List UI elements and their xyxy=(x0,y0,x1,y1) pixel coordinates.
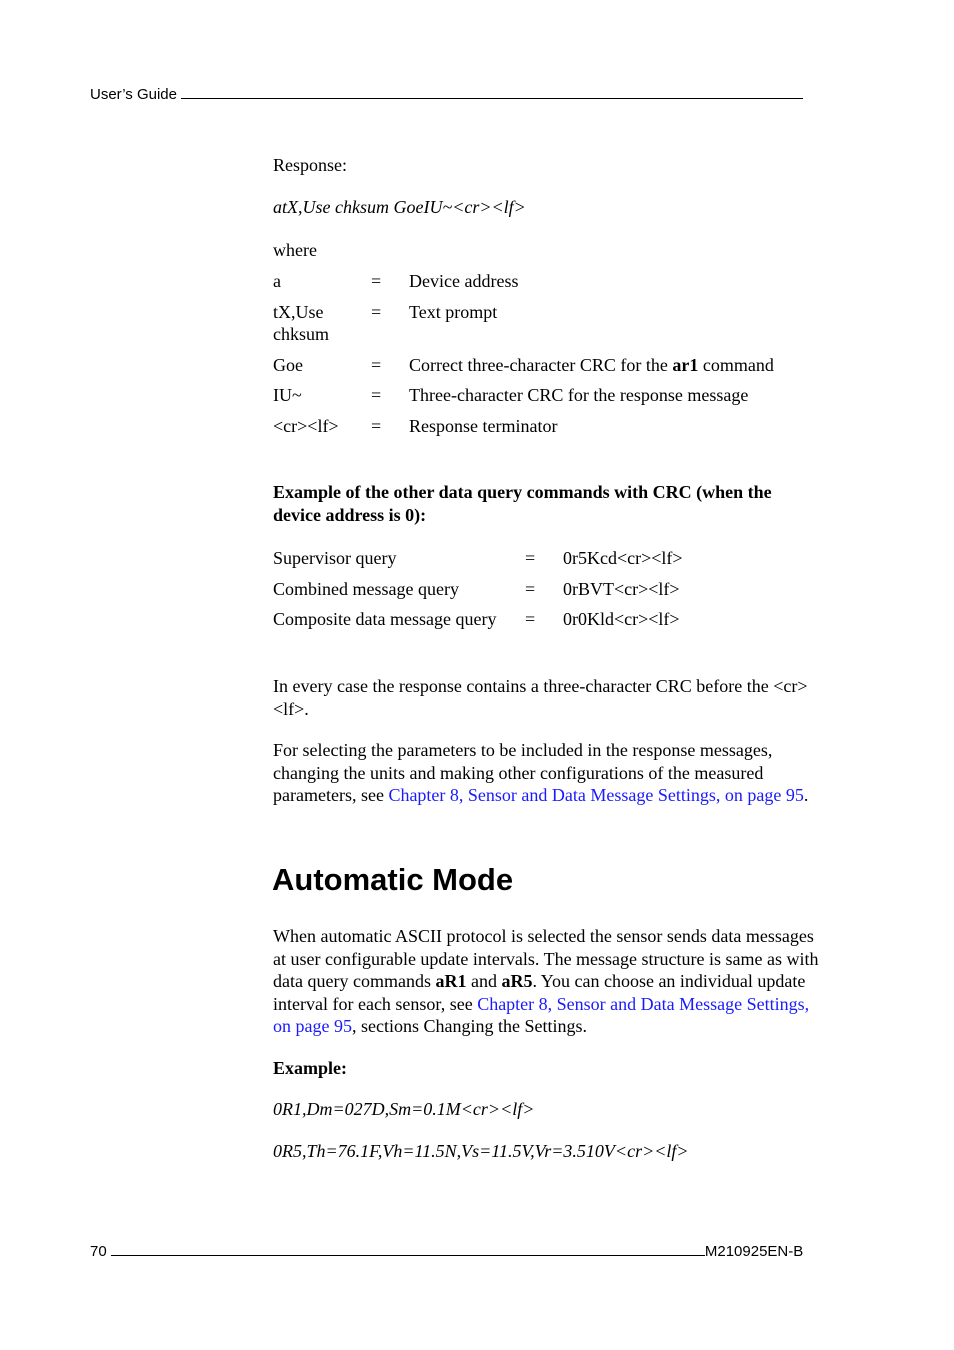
definition-row xyxy=(273,415,774,446)
paragraph-auto-text-2: . You can choose an individual update interval for each sensor, see xyxy=(273,971,806,1014)
definition-equals: = xyxy=(371,385,382,405)
response-example: atX,Use chksum GoeIU~<cr><lf> xyxy=(273,197,526,217)
desc-post: command xyxy=(698,354,774,375)
paragraph-auto-and: and xyxy=(466,971,502,991)
definition-desc xyxy=(409,354,774,385)
footer-page-number: 70 xyxy=(90,1243,107,1260)
query-row xyxy=(273,608,683,639)
paragraph-select-end: . xyxy=(803,785,809,805)
chapter-8-link-2[interactable]: Chapter 8, Sensor and Data Message Settings, on page 95 xyxy=(273,993,810,1036)
paragraph-auto xyxy=(273,925,823,1038)
definition-term: tX,Use chksum xyxy=(273,301,329,344)
definition-term: Goe xyxy=(273,354,303,375)
queries-table xyxy=(273,547,683,639)
definition-equals: = xyxy=(371,354,382,375)
paragraph-auto-text: When automatic ASCII protocol is selected the sensor sends data messages at user configurable update intervals. The message structure is same as with data query commands xyxy=(273,926,819,991)
query-name: Composite data message query xyxy=(273,609,497,629)
paragraph-select xyxy=(273,739,823,807)
desc-pre: Correct three-character CRC for the xyxy=(409,354,673,375)
definition-term: a xyxy=(273,271,281,291)
chapter-8-link[interactable]: Chapter 8, Sensor and Data Message Settings, on page 95 xyxy=(388,785,804,805)
definition-term: IU~ xyxy=(273,385,302,405)
header-text: User’s Guide xyxy=(90,86,177,103)
definition-desc: Three-character CRC for the response message xyxy=(409,385,749,405)
query-value: 0r0Kld<cr><lf> xyxy=(563,609,680,629)
definition-row xyxy=(273,384,774,415)
definition-desc: Response terminator xyxy=(409,415,558,436)
query-equals: = xyxy=(525,548,536,568)
query-equals: = xyxy=(525,609,536,629)
paragraph-crc: In every case the response contains a three-character CRC before the <cr><lf>. xyxy=(273,676,808,719)
definition-desc: Device address xyxy=(409,271,519,291)
definition-desc: Text prompt xyxy=(409,301,498,322)
definitions-table xyxy=(273,270,774,445)
query-equals: = xyxy=(525,578,536,599)
definition-row xyxy=(273,301,774,354)
definition-row xyxy=(273,270,774,301)
paragraph-select-text: For selecting the parameters to be included in the response messages, changing the units and making other configurations of the measured parameters, see xyxy=(273,740,773,805)
definition-equals: = xyxy=(371,271,382,291)
header-rule xyxy=(181,97,803,99)
command-ar1-bold: aR1 xyxy=(435,971,467,991)
example-heading: Example of the other data query commands with CRC (when the device address is 0): xyxy=(273,482,772,525)
response-label: Response: xyxy=(273,155,347,175)
definition-equals: = xyxy=(371,415,382,436)
footer-doc-code: M210925EN-B xyxy=(704,1243,804,1260)
example-label: Example: xyxy=(273,1058,347,1078)
section-title: Automatic Mode xyxy=(272,862,514,897)
example-line-1: 0R1,Dm=027D,Sm=0.1M<cr><lf> xyxy=(273,1099,535,1119)
query-name: Combined message query xyxy=(273,578,459,599)
query-row xyxy=(273,578,683,609)
definition-term: <cr><lf> xyxy=(273,415,339,436)
paragraph-auto-end: , sections Changing the Settings. xyxy=(351,1016,587,1036)
query-value: 0rBVT<cr><lf> xyxy=(563,578,680,599)
where-label: where xyxy=(273,240,317,260)
page-footer xyxy=(90,1243,803,1260)
example-line-2: 0R5,Th=76.1F,Vh=11.5N,Vs=11.5V,Vr=3.510V<cr><lf> xyxy=(273,1141,689,1161)
command-ar1: ar1 xyxy=(672,354,699,375)
query-value: 0r5Kcd<cr><lf> xyxy=(563,548,683,568)
command-ar5-bold: aR5 xyxy=(501,971,533,991)
definition-row xyxy=(273,354,774,385)
query-name: Supervisor query xyxy=(273,548,397,568)
query-row xyxy=(273,547,683,578)
page-header xyxy=(90,86,803,103)
definition-equals: = xyxy=(371,301,382,322)
footer-rule xyxy=(111,1254,705,1256)
